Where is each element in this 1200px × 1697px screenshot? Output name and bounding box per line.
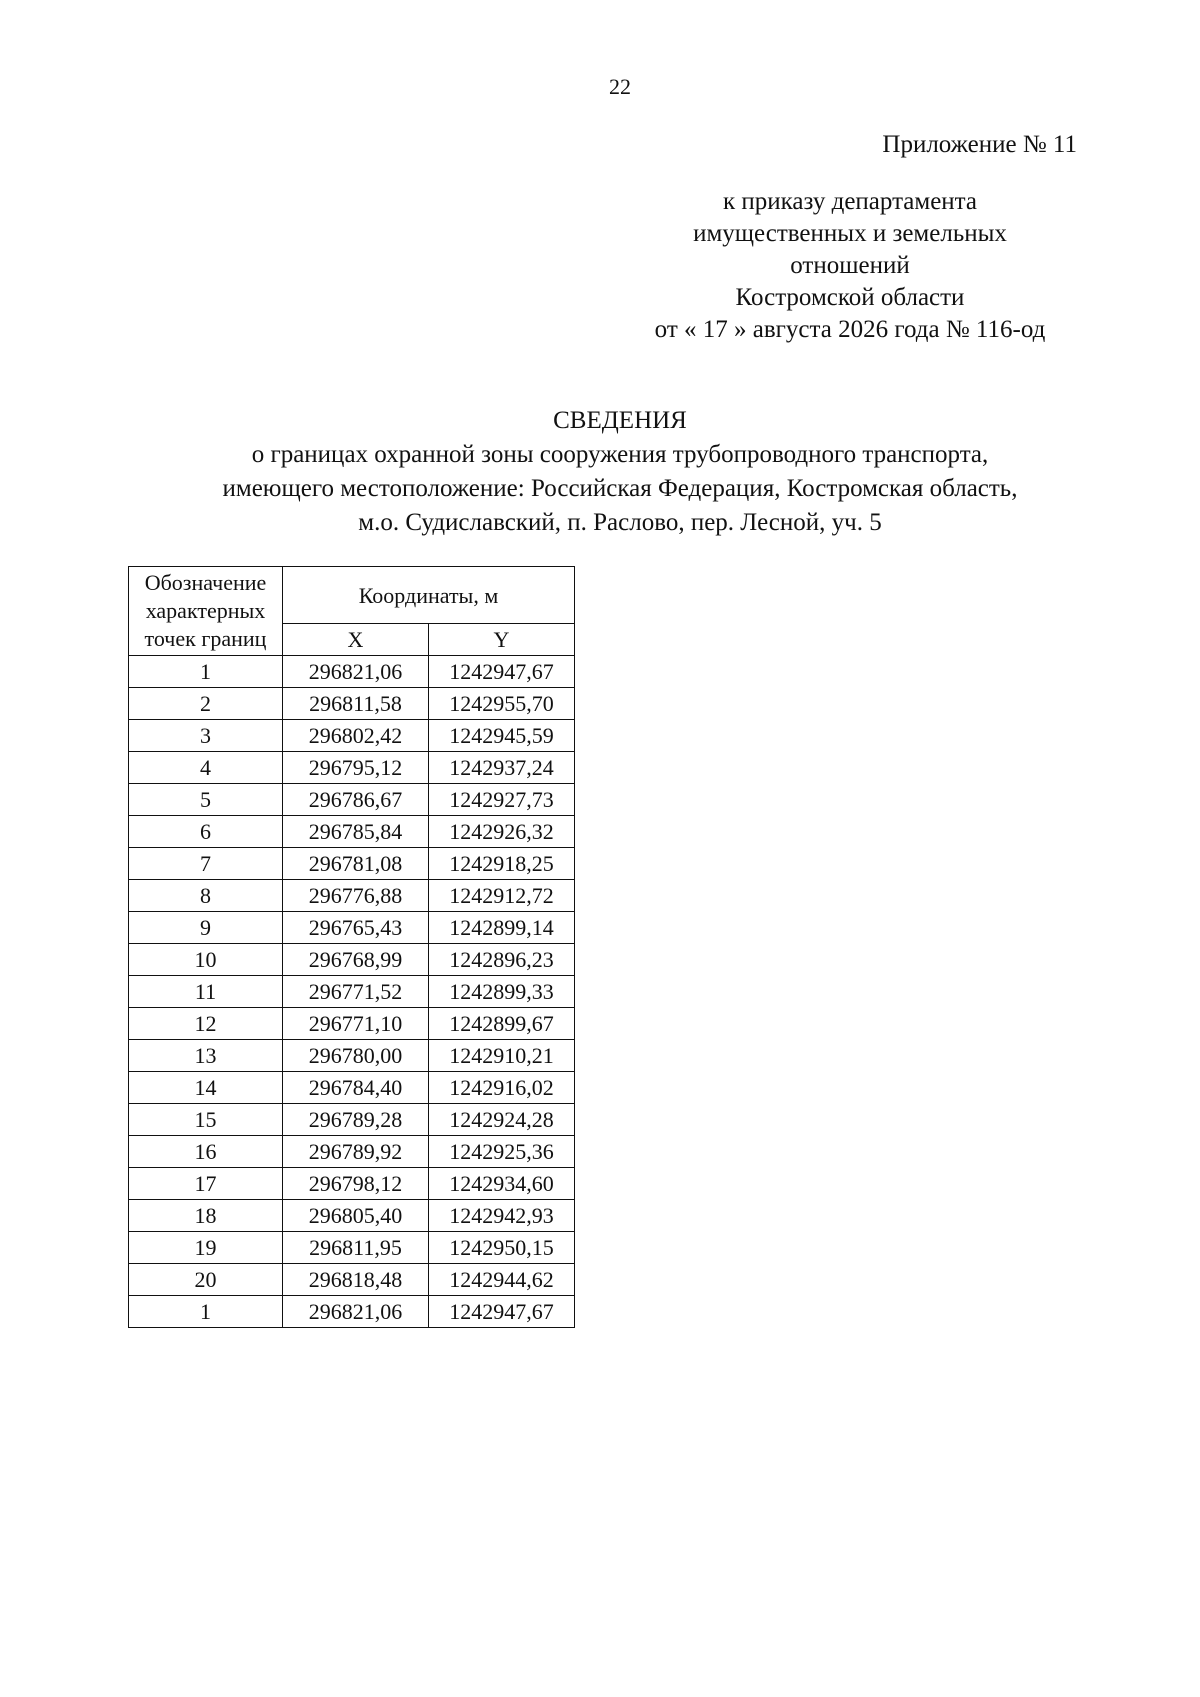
table-row xyxy=(129,688,575,720)
x-coordinate-cell: 296781,08 xyxy=(283,848,429,880)
heading-title: СВЕДЕНИЯ xyxy=(553,407,687,434)
order-line: Костромской области xyxy=(735,284,965,311)
appendix-title: Приложение № 11 xyxy=(882,131,1077,158)
table-row xyxy=(129,880,575,912)
x-coordinate-cell: 296818,48 xyxy=(283,1264,429,1296)
order-line: к приказу департамента xyxy=(722,188,978,215)
table-row xyxy=(129,1136,575,1168)
coordinates-header: Координаты, м xyxy=(283,567,575,624)
table-row xyxy=(129,1264,575,1296)
y-coordinate-cell: 1242927,73 xyxy=(429,784,575,816)
heading-line: имеющего местоположение: Российская Федерация, Костромская область, xyxy=(222,475,1018,502)
point-number-cell: 1 xyxy=(129,1296,283,1328)
table-row xyxy=(129,912,575,944)
y-coordinate-cell: 1242918,25 xyxy=(429,848,575,880)
y-coordinate-cell: 1242910,21 xyxy=(429,1040,575,1072)
x-coordinate-cell: 296798,12 xyxy=(283,1168,429,1200)
y-header: Y xyxy=(429,624,575,656)
x-coordinate-cell: 296765,43 xyxy=(283,912,429,944)
y-coordinate-cell: 1242916,02 xyxy=(429,1072,575,1104)
point-number-cell: 4 xyxy=(129,752,283,784)
point-number-cell: 12 xyxy=(129,1008,283,1040)
point-number-cell: 17 xyxy=(129,1168,283,1200)
x-header: X xyxy=(283,624,429,656)
table-row xyxy=(129,1072,575,1104)
point-number-cell: 13 xyxy=(129,1040,283,1072)
x-coordinate-cell: 296785,84 xyxy=(283,816,429,848)
document-heading xyxy=(0,404,1200,540)
y-coordinate-cell: 1242899,14 xyxy=(429,912,575,944)
point-number-cell: 7 xyxy=(129,848,283,880)
order-reference xyxy=(560,186,1140,346)
table-row xyxy=(129,1296,575,1328)
x-coordinate-cell: 296786,67 xyxy=(283,784,429,816)
table-row xyxy=(129,848,575,880)
y-coordinate-cell: 1242942,93 xyxy=(429,1200,575,1232)
table-row xyxy=(129,1200,575,1232)
x-coordinate-cell: 296821,06 xyxy=(283,1296,429,1328)
x-coordinate-cell: 296821,06 xyxy=(283,656,429,688)
x-coordinate-cell: 296811,58 xyxy=(283,688,429,720)
point-number-cell: 18 xyxy=(129,1200,283,1232)
table-row xyxy=(129,816,575,848)
x-coordinate-cell: 296789,92 xyxy=(283,1136,429,1168)
table-row xyxy=(129,784,575,816)
y-coordinate-cell: 1242926,32 xyxy=(429,816,575,848)
point-number-cell: 6 xyxy=(129,816,283,848)
table-row xyxy=(129,944,575,976)
x-coordinate-cell: 296805,40 xyxy=(283,1200,429,1232)
heading-line: о границах охранной зоны сооружения трубопроводного транспорта, xyxy=(251,441,989,468)
x-coordinate-cell: 296768,99 xyxy=(283,944,429,976)
x-coordinate-cell: 296784,40 xyxy=(283,1072,429,1104)
order-line: имущественных и земельных xyxy=(693,220,1007,247)
y-coordinate-cell: 1242937,24 xyxy=(429,752,575,784)
point-number-cell: 2 xyxy=(129,688,283,720)
order-date-number: от « 17 » августа 2026 года № 116-од xyxy=(654,316,1046,343)
y-coordinate-cell: 1242945,59 xyxy=(429,720,575,752)
x-coordinate-cell: 296771,52 xyxy=(283,976,429,1008)
x-coordinate-cell: 296795,12 xyxy=(283,752,429,784)
x-coordinate-cell: 296802,42 xyxy=(283,720,429,752)
table-row xyxy=(129,1168,575,1200)
x-coordinate-cell: 296776,88 xyxy=(283,880,429,912)
y-coordinate-cell: 1242950,15 xyxy=(429,1232,575,1264)
y-coordinate-cell: 1242899,33 xyxy=(429,976,575,1008)
table-row xyxy=(129,720,575,752)
point-number-cell: 11 xyxy=(129,976,283,1008)
table-row xyxy=(129,656,575,688)
table-row xyxy=(129,1104,575,1136)
order-line: отношений xyxy=(790,252,910,279)
y-coordinate-cell: 1242955,70 xyxy=(429,688,575,720)
y-coordinate-cell: 1242924,28 xyxy=(429,1104,575,1136)
point-number-cell: 8 xyxy=(129,880,283,912)
point-number-cell: 14 xyxy=(129,1072,283,1104)
table-row xyxy=(129,1232,575,1264)
x-coordinate-cell: 296811,95 xyxy=(283,1232,429,1264)
coordinates-table xyxy=(128,566,575,1328)
point-number-cell: 3 xyxy=(129,720,283,752)
table-row xyxy=(129,1040,575,1072)
point-number-cell: 9 xyxy=(129,912,283,944)
y-coordinate-cell: 1242912,72 xyxy=(429,880,575,912)
y-coordinate-cell: 1242944,62 xyxy=(429,1264,575,1296)
page-number: 22 xyxy=(609,74,631,99)
x-coordinate-cell: 296780,00 xyxy=(283,1040,429,1072)
table-row xyxy=(129,1008,575,1040)
table-row xyxy=(129,976,575,1008)
coordinates-table-body xyxy=(129,656,575,1328)
y-coordinate-cell: 1242947,67 xyxy=(429,656,575,688)
point-number-cell: 16 xyxy=(129,1136,283,1168)
point-number-cell: 15 xyxy=(129,1104,283,1136)
point-number-cell: 19 xyxy=(129,1232,283,1264)
point-number-cell: 1 xyxy=(129,656,283,688)
point-number-cell: 5 xyxy=(129,784,283,816)
heading-line: м.о. Судиславский, п. Раслово, пер. Лесной, уч. 5 xyxy=(358,509,882,536)
y-coordinate-cell: 1242947,67 xyxy=(429,1296,575,1328)
table-row xyxy=(129,752,575,784)
y-coordinate-cell: 1242896,23 xyxy=(429,944,575,976)
x-coordinate-cell: 296771,10 xyxy=(283,1008,429,1040)
x-coordinate-cell: 296789,28 xyxy=(283,1104,429,1136)
y-coordinate-cell: 1242899,67 xyxy=(429,1008,575,1040)
designation-header: Обозначение характерных точек границ xyxy=(129,567,283,656)
point-number-cell: 10 xyxy=(129,944,283,976)
y-coordinate-cell: 1242925,36 xyxy=(429,1136,575,1168)
y-coordinate-cell: 1242934,60 xyxy=(429,1168,575,1200)
point-number-cell: 20 xyxy=(129,1264,283,1296)
